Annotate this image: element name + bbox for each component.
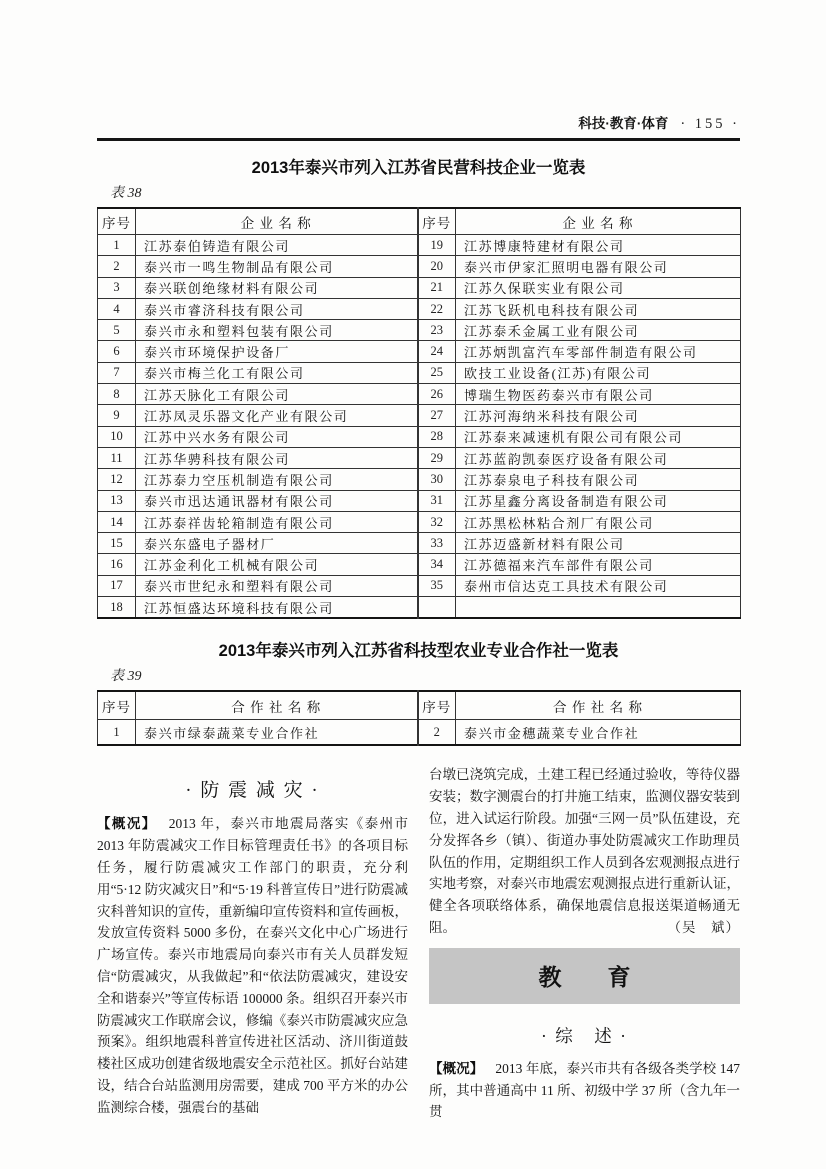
company-name: 江苏炳凯富汽车零部件制造有限公司 — [456, 341, 741, 362]
running-header — [97, 112, 740, 133]
row-number: 5 — [98, 320, 136, 341]
author-byline: （吴 斌） — [667, 919, 740, 935]
education-chapter-banner: 教 育 — [429, 948, 740, 1004]
row-number: 11 — [98, 447, 136, 468]
row-number: 16 — [98, 554, 136, 575]
row-number: 31 — [418, 490, 456, 511]
company-name — [456, 597, 741, 619]
col-header-no: 序号 — [98, 208, 136, 235]
col-header-name: 合 作 社 名 称 — [456, 691, 741, 720]
table38-label: 表 38 — [110, 186, 142, 201]
row-number — [418, 597, 456, 619]
table-row — [98, 447, 741, 468]
cooperative-table — [97, 690, 741, 746]
company-name: 江苏博康特建材有限公司 — [456, 235, 741, 256]
company-name: 江苏泰力空压机制造有限公司 — [136, 469, 418, 490]
cooperative-table-body — [98, 720, 741, 746]
row-number: 22 — [418, 298, 456, 319]
company-name: 江苏蓝韵凯泰医疗设备有限公司 — [456, 447, 741, 468]
row-number: 33 — [418, 533, 456, 554]
quake-paragraph-text-continued: 台墩已浇筑完成，土建工程已经通过验收，等待仪器安装；数字测震台的打井施工结束，监测仪器安装到位，进入试运行阶段。加强“三网一员”队伍建设，充分发挥各乡（镇）、街道办事处防震减灾工作助理员队伍的作用，定期组织工作人员到各宏观测报点进行实地考察，对泰兴市地震宏观测报点进行重新认证，健全各项联络体系，确保地震信息报送渠道畅通无阻。 — [429, 767, 740, 935]
row-number: 2 — [418, 720, 456, 746]
row-number: 29 — [418, 447, 456, 468]
table-row — [98, 720, 741, 746]
company-name: 江苏泰泉电子科技有限公司 — [456, 469, 741, 490]
company-name: 泰兴联创绝缘材料有限公司 — [136, 277, 418, 298]
company-name: 江苏中兴水务有限公司 — [136, 426, 418, 447]
row-number: 14 — [98, 511, 136, 532]
table-row — [98, 426, 741, 447]
company-name: 泰兴东盛电子器材厂 — [136, 533, 418, 554]
row-number: 28 — [418, 426, 456, 447]
quake-overview-paragraph — [97, 813, 408, 1118]
row-number: 35 — [418, 575, 456, 596]
row-number: 10 — [98, 426, 136, 447]
row-number: 19 — [418, 235, 456, 256]
quake-paragraph-continued — [429, 764, 740, 938]
company-name: 泰兴市迅达通讯器材有限公司 — [136, 490, 418, 511]
cooperative-name: 泰兴市绿泰蔬菜专业合作社 — [136, 720, 418, 746]
table-row — [98, 490, 741, 511]
row-number: 20 — [418, 256, 456, 277]
cooperative-table-header — [98, 691, 741, 720]
company-name: 泰州市信达克工具技术有限公司 — [456, 575, 741, 596]
row-number: 6 — [98, 341, 136, 362]
company-name: 江苏德福来汽车部件有限公司 — [456, 554, 741, 575]
education-paragraph-text: 2013 年底，泰兴市共有各级各类学校 147 所，其中普通高中 11 所、初级中学 37 所（含九年一贯 — [429, 1060, 741, 1120]
table-row — [98, 277, 741, 298]
row-number: 26 — [418, 384, 456, 405]
right-column — [429, 762, 740, 1123]
row-number: 25 — [418, 362, 456, 383]
company-name: 江苏久保联实业有限公司 — [456, 277, 741, 298]
header-section-title: 科技·教育·体育 — [578, 116, 669, 131]
company-name: 江苏华骋科技有限公司 — [136, 447, 418, 468]
scanned-page — [97, 0, 740, 1123]
row-number: 8 — [98, 384, 136, 405]
company-name: 江苏凤灵乐器文化产业有限公司 — [136, 405, 418, 426]
enterprise-table-body — [98, 235, 741, 619]
row-number: 21 — [418, 277, 456, 298]
header-rule — [97, 138, 740, 141]
row-number: 2 — [98, 256, 136, 277]
row-number: 1 — [98, 720, 136, 746]
table-row — [98, 597, 741, 619]
row-number: 18 — [98, 597, 136, 619]
company-name: 江苏泰伯铸造有限公司 — [136, 235, 418, 256]
company-name: 博瑞生物医药泰兴市有限公司 — [456, 384, 741, 405]
enterprise-table — [97, 207, 741, 619]
summary-section-heading: · 综 述 · — [541, 1025, 628, 1046]
row-number: 9 — [98, 405, 136, 426]
table-row — [98, 320, 741, 341]
col-header-name: 企 业 名 称 — [456, 208, 741, 235]
col-header-no: 序号 — [98, 691, 136, 720]
company-name: 江苏天脉化工有限公司 — [136, 384, 418, 405]
quake-paragraph-text: 2013 年，泰兴市地震局落实《泰州市 2013 年防震减灾工作目标管理责任书》的各项目标任务，履行防震减灾工作部门的职责，充分利用“5·12 防灾减灾日”和“5·19 科普宣传日”进行防震减灾科普知识的宣传，重新编印宣传资料和宣传画板，发放宣传资料 5000 多份，在泰兴文化中心广场进行广场宣传。泰兴市地震局向泰兴市有关人员群发短信“防震减灾，从我做起”和“依法防震减灾，建设安全和谐泰兴”等宣传标语 100000 条。组织召开泰兴市防震减灾工作联席会议，修编《泰兴市防震减灾应急预案》。组织地震科普宣传进社区活动、济川街道鼓楼社区成功创建省级地震安全示范社区。抓好台站建设，结合台站监测用房需要，建成 700 平方米的办公监测综合楼，强震台的基础 — [97, 816, 409, 1115]
company-name: 江苏泰禾金属工业有限公司 — [456, 320, 741, 341]
table-row — [98, 533, 741, 554]
quake-section-heading: · 防 震 减 灾 · — [185, 780, 320, 802]
table-row — [98, 362, 741, 383]
company-name: 江苏黑松林粘合剂厂有限公司 — [456, 511, 741, 532]
company-name: 江苏星鑫分离设备制造有限公司 — [456, 490, 741, 511]
col-header-no: 序号 — [418, 208, 456, 235]
company-name: 江苏泰祥齿轮箱制造有限公司 — [136, 511, 418, 532]
row-number: 32 — [418, 511, 456, 532]
table-row — [98, 405, 741, 426]
enterprise-table-header — [98, 208, 741, 235]
company-name: 泰兴市伊家汇照明电器有限公司 — [456, 256, 741, 277]
left-column — [97, 762, 408, 1123]
header-page-number: · 155 · — [680, 116, 740, 132]
col-header-name: 合 作 社 名 称 — [136, 691, 418, 720]
row-number: 1 — [98, 235, 136, 256]
row-number: 7 — [98, 362, 136, 383]
row-number: 24 — [418, 341, 456, 362]
company-name: 泰兴市环境保护设备厂 — [136, 341, 418, 362]
table38-title: 2013年泰兴市列入江苏省民营科技企业一览表 — [251, 159, 586, 177]
company-name: 泰兴市梅兰化工有限公司 — [136, 362, 418, 383]
company-name: 江苏金利化工机械有限公司 — [136, 554, 418, 575]
row-number: 34 — [418, 554, 456, 575]
education-overview-paragraph — [429, 1058, 740, 1123]
table-row — [98, 469, 741, 490]
table39-label: 表 39 — [110, 669, 142, 685]
row-number: 12 — [98, 469, 136, 490]
col-header-name: 企 业 名 称 — [136, 208, 418, 235]
table-row — [98, 384, 741, 405]
overview-tag: 【概况】 — [429, 1060, 484, 1076]
company-name: 泰兴市睿济科技有限公司 — [136, 298, 418, 319]
company-name: 江苏迈盛新材料有限公司 — [456, 533, 741, 554]
body-columns — [97, 762, 740, 1123]
table-row — [98, 341, 741, 362]
company-name: 江苏河海纳米科技有限公司 — [456, 405, 741, 426]
table-row — [98, 256, 741, 277]
row-number: 27 — [418, 405, 456, 426]
col-header-no: 序号 — [418, 691, 456, 720]
row-number: 17 — [98, 575, 136, 596]
table-row — [98, 235, 741, 256]
table-row — [98, 511, 741, 532]
overview-tag: 【概况】 — [97, 816, 157, 832]
company-name: 江苏飞跃机电科技有限公司 — [456, 298, 741, 319]
cooperative-name: 泰兴市金穗蔬菜专业合作社 — [456, 720, 741, 746]
row-number: 30 — [418, 469, 456, 490]
company-name: 欧技工业设备(江苏)有限公司 — [456, 362, 741, 383]
row-number: 15 — [98, 533, 136, 554]
row-number: 13 — [98, 490, 136, 511]
table-row — [98, 298, 741, 319]
row-number: 4 — [98, 298, 136, 319]
table-row — [98, 575, 741, 596]
company-name: 泰兴市一鸣生物制品有限公司 — [136, 256, 418, 277]
company-name: 泰兴市世纪永和塑料有限公司 — [136, 575, 418, 596]
table39-title: 2013年泰兴市列入江苏省科技型农业专业合作社一览表 — [218, 642, 619, 661]
company-name: 江苏泰来减速机有限公司有限公司 — [456, 426, 741, 447]
table-row — [98, 554, 741, 575]
row-number: 3 — [98, 277, 136, 298]
row-number: 23 — [418, 320, 456, 341]
company-name: 江苏恒盛达环境科技有限公司 — [136, 597, 418, 619]
company-name: 泰兴市永和塑料包装有限公司 — [136, 320, 418, 341]
